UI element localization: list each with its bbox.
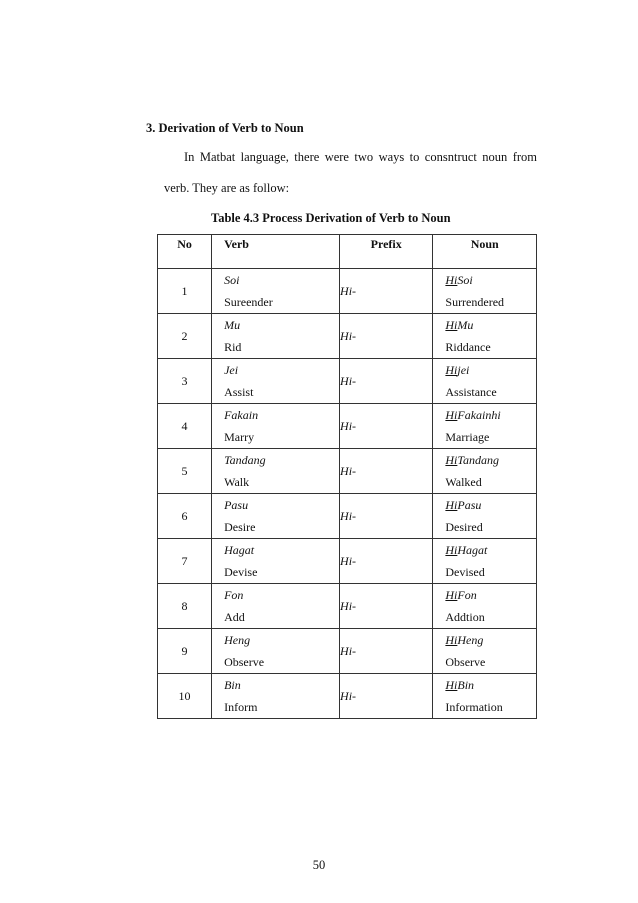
noun-cell — [433, 359, 537, 404]
noun-cell — [433, 314, 537, 359]
table-row — [158, 404, 537, 449]
noun-stem: Pasu — [457, 498, 482, 512]
table-row — [158, 629, 537, 674]
verb-gloss: Walk — [224, 475, 250, 489]
verb-cell — [212, 629, 340, 674]
verb-gloss: Inform — [224, 700, 258, 714]
noun-prefix: Hi — [445, 588, 458, 602]
verb-gloss: Devise — [224, 565, 258, 579]
verb-cell — [212, 359, 340, 404]
prefix-cell: Hi- — [340, 494, 433, 539]
derivation-table — [157, 234, 537, 719]
table-row — [158, 584, 537, 629]
header-noun: Noun — [433, 235, 537, 269]
noun-gloss: Marriage — [445, 430, 490, 444]
noun-stem: Fakainhi — [457, 408, 501, 422]
table-row — [158, 359, 537, 404]
noun-gloss: Riddance — [445, 340, 491, 354]
verb-cell — [212, 404, 340, 449]
table-row — [158, 674, 537, 719]
row-number: 2 — [158, 314, 212, 359]
noun-prefix: Hi — [445, 273, 458, 287]
prefix-cell: Hi- — [340, 314, 433, 359]
noun-prefix: Hi — [445, 543, 458, 557]
verb-word: Bin — [224, 678, 241, 692]
row-number: 4 — [158, 404, 212, 449]
noun-stem: Fon — [457, 588, 477, 602]
prefix-cell: Hi- — [340, 674, 433, 719]
verb-cell — [212, 269, 340, 314]
noun-stem: Soi — [457, 273, 473, 287]
noun-gloss: Walked — [445, 475, 482, 489]
verb-word: Soi — [224, 273, 240, 287]
paragraph-line-1: In Matbat language, there were two ways to consntruct noun from — [184, 150, 537, 164]
table-header-row — [158, 235, 537, 269]
verb-word: Fon — [224, 588, 244, 602]
verb-gloss: Marry — [224, 430, 255, 444]
prefix-cell: Hi- — [340, 629, 433, 674]
verb-cell — [212, 539, 340, 584]
header-verb: Verb — [212, 235, 340, 269]
noun-cell — [433, 494, 537, 539]
prefix-cell: Hi- — [340, 404, 433, 449]
noun-cell — [433, 674, 537, 719]
noun-stem: Tandang — [457, 453, 499, 467]
noun-gloss: Surrendered — [445, 295, 505, 309]
table-row — [158, 314, 537, 359]
section-heading: 3. Derivation of Verb to Noun — [146, 121, 304, 135]
noun-gloss: Devised — [445, 565, 485, 579]
verb-word: Heng — [224, 633, 251, 647]
prefix-cell: Hi- — [340, 539, 433, 584]
noun-stem: jei — [457, 363, 470, 377]
verb-word: Mu — [224, 318, 241, 332]
verb-cell — [212, 449, 340, 494]
verb-cell — [212, 494, 340, 539]
verb-word: Tandang — [224, 453, 266, 467]
verb-gloss: Assist — [224, 385, 254, 399]
table-row — [158, 494, 537, 539]
noun-gloss: Assistance — [445, 385, 497, 399]
noun-prefix: Hi — [445, 363, 458, 377]
verb-word: Pasu — [224, 498, 249, 512]
verb-gloss: Rid — [224, 340, 242, 354]
verb-gloss: Observe — [224, 655, 265, 669]
table-row — [158, 269, 537, 314]
header-no: No — [158, 235, 212, 269]
noun-prefix: Hi — [445, 408, 458, 422]
table-row — [158, 449, 537, 494]
verb-gloss: Desire — [224, 520, 256, 534]
row-number: 3 — [158, 359, 212, 404]
noun-gloss: Information — [445, 700, 503, 714]
noun-cell — [433, 584, 537, 629]
header-prefix: Prefix — [340, 235, 433, 269]
noun-gloss: Addtion — [445, 610, 485, 624]
verb-word: Jei — [224, 363, 239, 377]
table-row — [158, 539, 537, 584]
verb-word: Hagat — [224, 543, 255, 557]
noun-stem: Hagat — [457, 543, 488, 557]
noun-cell — [433, 629, 537, 674]
noun-stem: Mu — [457, 318, 474, 332]
row-number: 5 — [158, 449, 212, 494]
prefix-cell: Hi- — [340, 449, 433, 494]
row-number: 8 — [158, 584, 212, 629]
noun-prefix: Hi — [445, 633, 458, 647]
noun-prefix: Hi — [445, 678, 458, 692]
row-number: 9 — [158, 629, 212, 674]
verb-gloss: Sureender — [224, 295, 273, 309]
row-number: 10 — [158, 674, 212, 719]
noun-cell — [433, 449, 537, 494]
table-body — [158, 269, 537, 719]
noun-prefix: Hi — [445, 318, 458, 332]
noun-cell — [433, 404, 537, 449]
noun-prefix: Hi — [445, 498, 458, 512]
noun-cell — [433, 539, 537, 584]
prefix-cell: Hi- — [340, 584, 433, 629]
noun-gloss: Observe — [445, 655, 486, 669]
prefix-cell: Hi- — [340, 359, 433, 404]
table-caption: Table 4.3 Process Derivation of Verb to Noun — [211, 211, 451, 225]
noun-stem: Bin — [457, 678, 475, 692]
verb-word: Fakain — [224, 408, 259, 422]
row-number: 6 — [158, 494, 212, 539]
verb-gloss: Add — [224, 610, 245, 624]
noun-stem: Heng — [457, 633, 484, 647]
paragraph-line-2: verb. They are as follow: — [164, 181, 290, 195]
verb-cell — [212, 674, 340, 719]
noun-gloss: Desired — [445, 520, 483, 534]
prefix-cell: Hi- — [340, 269, 433, 314]
noun-prefix: Hi — [445, 453, 458, 467]
verb-cell — [212, 584, 340, 629]
noun-cell — [433, 269, 537, 314]
row-number: 1 — [158, 269, 212, 314]
page-number: 50 — [312, 858, 326, 872]
row-number: 7 — [158, 539, 212, 584]
verb-cell — [212, 314, 340, 359]
